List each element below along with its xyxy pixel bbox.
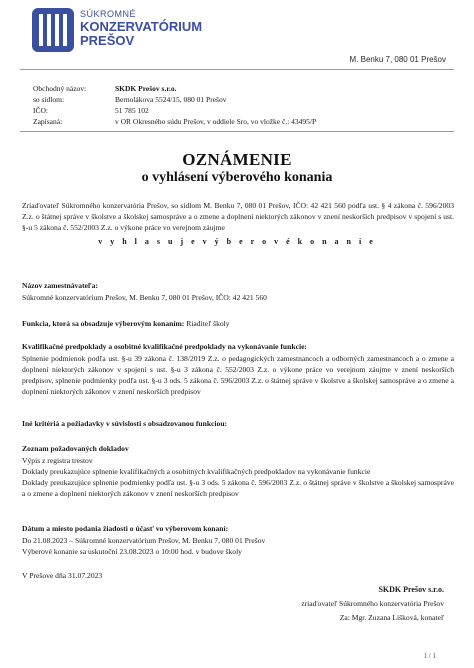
- list-item: Doklady preukazujúce splnenie podmienky podľa ust. §-u 3 ods. 5 zákona č. 596/2003 Z.z. o štátnej správe v školstve a školskej samospráve a o zmene a doplnení niektorých zákonov v znení neskorších predpisov: [22, 478, 454, 498]
- bottom-rule: [20, 131, 454, 132]
- registry-row: so sídlom: Bernolákova 5524/15, 080 01 Prešov: [33, 95, 227, 104]
- list-item: Doklady preukazujúce splnenie kvalifikačných a osobitných kvalifikačných predpokladov na vykonávanie funkcie: [22, 467, 371, 476]
- logo-line-2: KONZERVATÓRIUM: [80, 18, 203, 34]
- logo-line-1: SÚKROMNÉ: [80, 9, 137, 19]
- signature-company: SKDK Prešov s.r.o.: [378, 585, 444, 594]
- registry-row: Zapísaná: v OR Okresného súdu Prešov, v oddiele Sro, vo vložke č.: 43495/P: [33, 117, 317, 126]
- place-date: V Prešove dňa 31.07.2023: [22, 571, 103, 580]
- list-item: Výpis z registra trestov: [22, 456, 93, 465]
- employer-heading: Názov zamestnávateľa:: [22, 281, 98, 290]
- header-address: M. Benku 7, 080 01 Prešov: [349, 55, 446, 64]
- logo-line-3: PREŠOV: [80, 33, 135, 49]
- school-logo: [32, 8, 74, 52]
- registry-info: [33, 83, 316, 127]
- document-title: OZNÁMENIE: [182, 150, 292, 169]
- list-item: Do 21.08.2023 – Súkromné konzervatórium Prešov, M. Benku 7, 080 01 Prešov: [22, 536, 266, 545]
- intro-paragraph: Zriaďovateľ Súkromného konzervatória Prešov, so sídlom M. Benku 7, 080 01 Prešov, IČO: 42 421 560 podľa ust. § 4 zákona č. 596/2003 Z.z. o štátnej správe v školstve a školskej samospráve a o zmene a doplnení niektorých zákonov v znení neskorších predpisov v spojení s ust. §-u 5 zákona č. 552/2003 Z.z. o výkone práce vo verejnom záujme: [22, 201, 454, 232]
- top-rule: [20, 69, 454, 70]
- logo-text: [80, 10, 202, 48]
- signature-person: Za: Mgr. Zuzana Lišková, konateľ: [339, 613, 444, 622]
- date-lines: [22, 535, 454, 557]
- announce-line: v y h l a s u j e v ý b e r o v é k o n a n i e: [98, 237, 376, 246]
- function-line: Funkcia, ktorá sa obsadzuje výberovým konaním: Riaditeľ školy: [22, 319, 230, 328]
- list-item: Výberové konanie sa uskutoční 23.08.2023 o 10:00 hod. v budove školy: [22, 547, 242, 556]
- qualification-heading: Kvalifikačné predpoklady a osobitné kvalifikačné predpoklady na vykonávanie funkcie:: [22, 342, 307, 351]
- registry-row: Obchodný názov: SKDK Prešov s.r.o.: [33, 84, 177, 93]
- signature-block: [301, 583, 444, 625]
- other-heading: Iné kritériá a požiadavky v súvislosti s obsadzovanou funkciou:: [22, 419, 228, 428]
- qualification-text: Splnenie podmienok podľa ust. §-u 39 zákona č. 138/2019 Z.z. o pedagogických zamestnancoch a odborných zamestnancoch a o zmene a doplnení niektorých zákonov v spojení s ust. §-u 3 zákona č. 552/2003 Z.z. o výkone práce vo verejnom záujme v znení neskorších predpisov, splnenie podmienky podľa ust. §-u 3 ods. 5 zákona č. 596/2003 Z.z. o štátnej správe v školstve a školskej samospráve a o zmene a doplnení niektorých zákonov v znení neskorších predpisov: [22, 354, 454, 396]
- signature-role: zriaďovateľ Súkromného konzervatória Prešov: [301, 599, 444, 608]
- docs-heading: Zoznam požadovaných dokladov: [22, 444, 129, 453]
- docs-list: [22, 455, 454, 499]
- document-subtitle: o vyhlásení výberového konania: [141, 170, 333, 185]
- employer-text: Súkromné konzervatórium Prešov, M. Benku 7, 080 01 Prešov, IČO: 42 421 560: [22, 293, 267, 302]
- date-heading: Dátum a miesto podania žiadosti o účasť vo výberovom konaní:: [22, 524, 229, 533]
- registry-row: IČO: 51 785 102: [33, 106, 149, 115]
- page-number: 1 / 1: [423, 652, 436, 660]
